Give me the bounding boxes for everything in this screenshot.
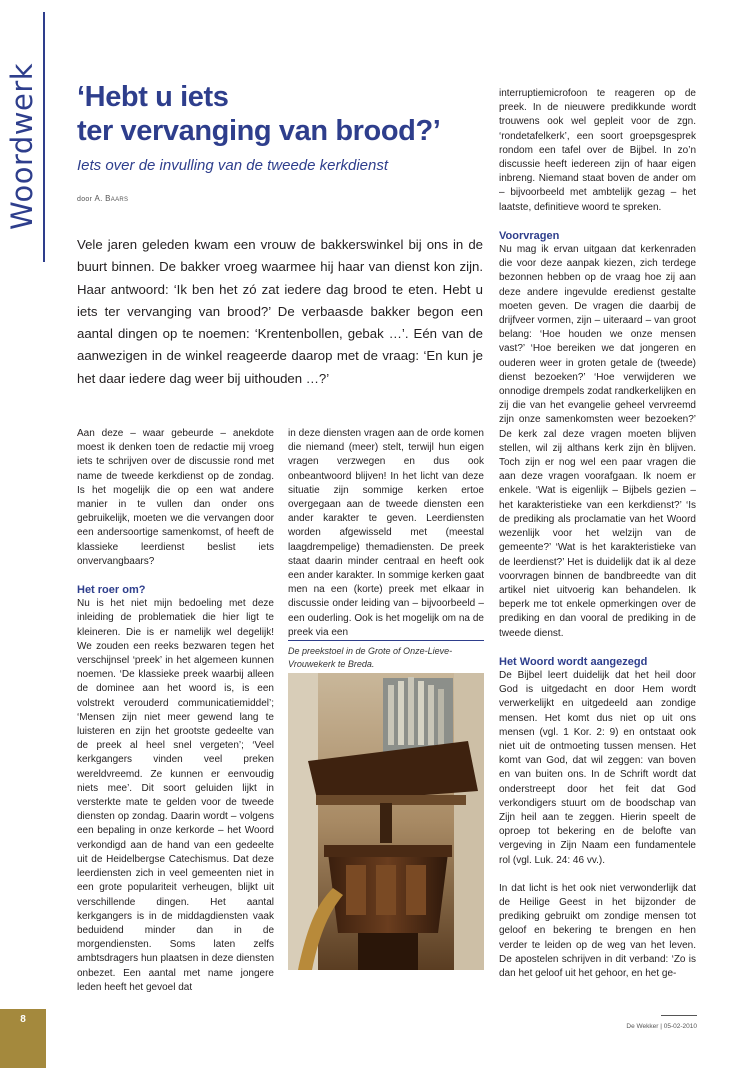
col3-heading-2: Het Woord wordt aangezegd	[499, 655, 648, 668]
column-2	[288, 427, 484, 654]
article-title	[77, 80, 477, 148]
byline-author: A. Baars	[94, 194, 129, 203]
col3-paragraph-2: Nu mag ik ervan uitgaan dat kerkenraden die voor deze aanpak kiezen, zich terdege bezonnen hebben op de vraag hoe zij aan deze andere ingevulde eredienst gestalte moeten geven. De vragen die daarbij de drijfveer vormen, zijn – uiteraard – van groot belang: ‘Hoe houden we onze mensen vast?’ ‘Hoe bereiken we dat jongeren en ouderen weer in groten getale de (tweede) dienst bezoeken?’ ‘Hoe verwijderen we onnodige drempels zodat randkerkelijken en zij die van het evangelie geheel vervreemd zijn onze samenkomsten weer bezoeken?’ De kerk zal deze vragen moeten blijven stellen, wil zij althans kerk zijn èn blijven. Toch zijn er nog wel een paar vragen die aan deze vragen voorafgaan. Ik noem er enkele. ‘Wat is eigenlijk – Bijbels gezien – het karakteristieke van een kerkdienst?’ ‘Is de prediking als proclamatie van het Woord wezenlijk voor het welzijn van de gemeente?’ ‘Wat is het karakteristieke van de leerdienst?’ Het is duidelijk dat ik al deze voorvragen binnen de bandbreedte van dit artikel niet uitvoerig kan behandelen. Ik beperk me tot enkele opmerkingen over de prediking en dan vooral de prediking in de tweede dienst.	[499, 244, 696, 639]
pulpit-photo	[288, 673, 484, 970]
col1-paragraph-2: Nu is het niet mijn bedoeling met deze inleiding de problematiek die hier ligt te kleineren. Die is er namelijk wel degelijk! We zouden een reeks bezwaren tegen het verschijnsel ‘preek’ in het algemeen kunnen noemen. ‘De klassieke preek waarbij alleen de dominee aan het woord is, is een volstrekt verouderd communicatiemiddel’; ‘Mensen zijn niet meer gewend lang te luisteren en zijn het grootste gedeelte van de preek al heel snel vergeten’; ‘Veel kerkgangers vinden veel preken wereldvreemd. Ze kunnen er eenvoudig niets mee’. Dit soort geluiden lijkt in versterkte mate te gelden voor de tweede diensten op zondag. Daarin wordt – volgens een bepaling in onze kerkorde – het Woord verkondigd aan de hand van een gedeelte uit de Heidelbergse Catechismus. Dat deze leerdiensten zich in veel gemeenten niet in een grote populariteit verheugen, blijkt uit verschillende dingen. Het aantal kerkgangers is in de middagdiensten vaak beduidend minder dan in de morgendiensten. Soms laten zelfs ambtsdragers hun plaatsen in deze diensten onbezet. Een aantal met name jongere leden heeft het gevoel dat	[77, 598, 274, 993]
section-rule	[43, 12, 45, 262]
pulpit-photo-illustration	[288, 673, 484, 970]
byline	[77, 194, 128, 203]
column-end-rule	[661, 1015, 697, 1016]
col1-paragraph-1: Aan deze – waar gebeurde – anekdote moest ik denken toen de redactie mij vroeg iets te schrijven over de discussie rond met name de tweede kerkdienst op de zondag. Is het mogelijk die op een wat andere manier in te vullen dan onder ons gebruikelijk, moeten we die vervangen door een andersoortige samenkomst, of heeft de klassieke leerdienst beslist iets onvervangbaars?	[77, 428, 274, 567]
photo-caption: De preekstoel in de Grote of Onze-Lieve-Vrouwekerk te Breda.	[288, 640, 484, 671]
section-label: Woordwerk	[5, 62, 39, 230]
footer-publication: De Wekker | 05-02-2010	[626, 1023, 697, 1030]
col2-paragraph-1: in deze diensten vragen aan de orde komen die niemand (meer) stelt, terwijl hun eigen vragen verzwegen en dus ook onbeantwoord blijven! In het licht van deze situatie zijn sommige kerken ertoe overgegaan aan de tweede diensten een ander karakter te geven. Leerdiensten worden afgewisseld met (meestal laagdrempelige) themadiensten. De preek staat daarin minder centraal en heeft ook een ander karakter. In sommige kerken gaat men na een (korte) preek met elkaar in discussie onder leiding van – bijvoorbeeld – een ouderling. Ook is het mogelijk om na de preek via een	[288, 428, 484, 638]
page-number: 8	[20, 1014, 26, 1025]
col3-paragraph-3: De Bijbel leert duidelijk dat het heil door God is uitgedacht en door Hem wordt verwerkelijkt en uitgedeeld aan zondige mensen. Het komt dus niet op uit ons mensen (vgl. 1 Kor. 2: 9) en ontstaat ook niet uit de ontmoeting tussen mensen. Het komt van God, dat wil zeggen: van boven en van buiten ons. In de Schrift wordt dat onderstreept door het feit dat God verkondigers stuurt om de boodschap van Zijn heil aan te zeggen. Hierin speelt de oproep tot bekering en de belofte van vergeving in Zijn Naam een fundamentele rol (vgl. Luk. 24: 46 vv.).	[499, 669, 696, 866]
byline-prefix: door	[77, 196, 93, 203]
column-3	[499, 87, 696, 995]
col3-paragraph-4: In dat licht is het ook niet verwonderlijk dat de Heilige Geest in het bijzonder de prediking gebruikt om zondige mensen tot geloof en bekering te brengen en hen verder te leiden op de weg van het leven. De apostelen schrijven in dit verband: ‘Zo is dan het geloof uit het gehoor, en het ge-	[499, 882, 696, 979]
article-title-line-2: ter vervanging van brood?’	[77, 115, 441, 147]
article-subtitle: Iets over de invulling van de tweede kerkdienst	[77, 157, 389, 174]
intro-paragraph: Vele jaren geleden kwam een vrouw de bakkerswinkel bij ons in de buurt binnen. De bakker vroeg waarmee hij haar van dienst kon zijn. Haar antwoord: ‘Ik ben het zó zat iedere dag brood te eten. Hebt u iets ter vervanging van brood?’ De verbaasde bakker begon een aantal dingen op te noemen: ‘Krentenbollen, gebak …’. Eén van de aanwezigen in de winkel reageerde daarop met de vraag: ‘En kun je het daar iedere dag weer bij uithouden …?’	[77, 237, 483, 386]
col1-heading: Het roer om?	[77, 584, 146, 597]
column-1	[77, 427, 274, 1009]
col3-paragraph-1: interruptiemicrofoon te reageren op de preek. In de nieuwere predikkunde wordt trouwens ook wel gepleit voor de zgn. ‘rondetafelkerk’, een soort groepsgesprek rondom een tafel over de Bijbel. In zo’n discussie heeft iedereen zijn of haar eigen inbreng. Niemand staat boven de ander om – bijvoorbeeld met ambtelijk gezag – het laatste, definitieve woord te spreken.	[499, 88, 696, 213]
article-title-line-1: ‘Hebt u iets	[77, 81, 229, 113]
col3-heading-1: Voorvragen	[499, 229, 560, 242]
